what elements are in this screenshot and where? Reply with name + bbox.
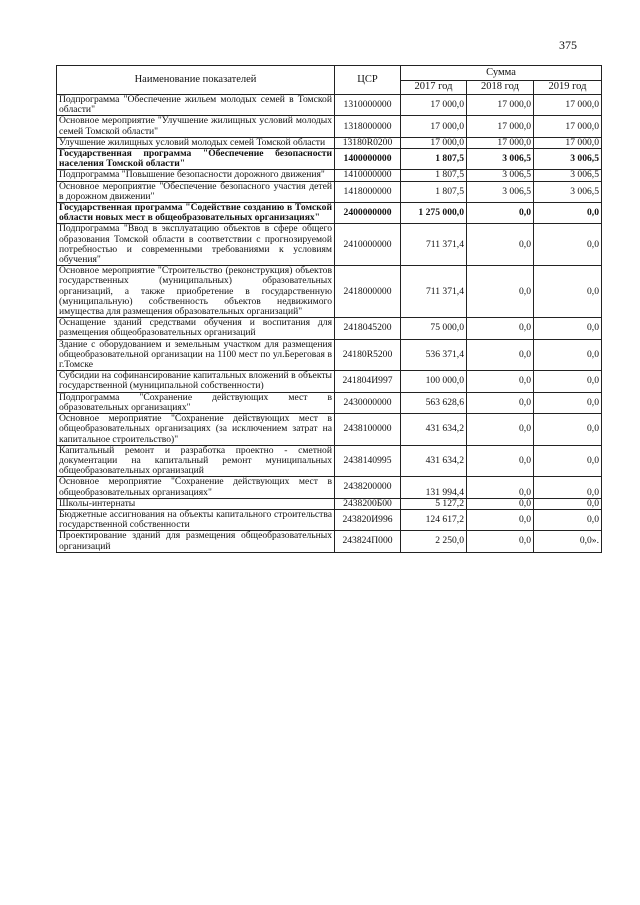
row-name-cell: Подпрограмма "Ввод в эксплуатацию объектов в сфере общего образования Томской области в соответствии с прогнозируемой потребностью и современными требованиями к условиям обучения" bbox=[57, 224, 335, 266]
row-name-cell: Улучшение жилищных условий молодых семей Томской области bbox=[57, 137, 335, 148]
header-year-2017: 2017 год bbox=[401, 80, 467, 95]
row-code-cell: 1318000000 bbox=[335, 116, 401, 137]
row-value-2017: 17 000,0 bbox=[401, 95, 467, 116]
table-body bbox=[57, 95, 602, 553]
row-value-2019: 0,0 bbox=[534, 414, 602, 446]
table-row bbox=[57, 498, 602, 509]
row-value-2017: 100 000,0 bbox=[401, 371, 467, 392]
row-value-2017: 124 617,2 bbox=[401, 509, 467, 530]
header-year-2018: 2018 год bbox=[467, 80, 534, 95]
row-value-2019: 17 000,0 bbox=[534, 137, 602, 148]
table-row bbox=[57, 445, 602, 477]
row-value-2019: 0,0». bbox=[534, 531, 602, 552]
table-row bbox=[57, 509, 602, 530]
row-name-cell: Государственная программа "Обеспечение безопасности населения Томской области" bbox=[57, 149, 335, 170]
table-row bbox=[57, 371, 602, 392]
row-code-cell: 1418000000 bbox=[335, 181, 401, 202]
row-value-2017: 75 000,0 bbox=[401, 318, 467, 339]
row-code-cell: 243820И996 bbox=[335, 509, 401, 530]
row-code-cell: 1400000000 bbox=[335, 149, 401, 170]
table-row bbox=[57, 149, 602, 170]
row-code-cell: 1410000000 bbox=[335, 170, 401, 181]
row-value-2017: 1 807,5 bbox=[401, 170, 467, 181]
row-code-cell: 2418045200 bbox=[335, 318, 401, 339]
header-sum: Сумма bbox=[401, 66, 602, 81]
row-value-2019: 0,0 bbox=[534, 318, 602, 339]
row-code-cell: 241804И997 bbox=[335, 371, 401, 392]
row-code-cell: 2438100000 bbox=[335, 414, 401, 446]
row-value-2018: 17 000,0 bbox=[467, 116, 534, 137]
row-value-2019: 0,0 bbox=[534, 392, 602, 413]
row-value-2019: 3 006,5 bbox=[534, 149, 602, 170]
row-name-cell: Здание с оборудованием и земельным участком для размещения общеобразовательной организации на 1100 мест по ул.Береговая в г.Томске bbox=[57, 339, 335, 371]
row-value-2018: 0,0 bbox=[467, 509, 534, 530]
row-name-cell: Основное мероприятие "Улучшение жилищных условий молодых семей Томской области" bbox=[57, 116, 335, 137]
row-name-cell: Подпрограмма "Повышение безопасности дорожного движения" bbox=[57, 170, 335, 181]
row-name-cell: Основное мероприятие "Сохранение действующих мест в общеобразовательных организациях" bbox=[57, 477, 335, 498]
header-name: Наименование показателей bbox=[57, 66, 335, 95]
row-value-2018: 0,0 bbox=[467, 318, 534, 339]
row-code-cell: 2438200Б00 bbox=[335, 498, 401, 509]
row-value-2017: 2 250,0 bbox=[401, 531, 467, 552]
row-value-2018: 0,0 bbox=[467, 531, 534, 552]
row-value-2019: 0,0 bbox=[534, 339, 602, 371]
row-value-2018: 0,0 bbox=[467, 339, 534, 371]
row-value-2017: 536 371,4 bbox=[401, 339, 467, 371]
row-value-2018: 0,0 bbox=[467, 445, 534, 477]
table-row bbox=[57, 116, 602, 137]
table-row bbox=[57, 137, 602, 148]
row-code-cell: 2410000000 bbox=[335, 224, 401, 266]
row-code-cell: 13180R0200 bbox=[335, 137, 401, 148]
table-row bbox=[57, 181, 602, 202]
row-value-2018: 17 000,0 bbox=[467, 95, 534, 116]
row-value-2017: 1 275 000,0 bbox=[401, 203, 467, 224]
page-number: 375 bbox=[559, 38, 577, 52]
table-row bbox=[57, 95, 602, 116]
row-value-2018: 0,0 bbox=[467, 477, 534, 498]
table-row bbox=[57, 477, 602, 498]
row-name-cell: Подпрограмма "Обеспечение жильем молодых семей в Томской области" bbox=[57, 95, 335, 116]
row-code-cell: 2438200000 bbox=[335, 477, 401, 498]
row-value-2017: 131 994,4 bbox=[401, 477, 467, 498]
table-row bbox=[57, 414, 602, 446]
row-name-cell: Бюджетные ассигнования на объекты капитального строительства государственной собственности bbox=[57, 509, 335, 530]
row-value-2017: 5 127,2 bbox=[401, 498, 467, 509]
row-value-2018: 0,0 bbox=[467, 224, 534, 266]
row-value-2017: 563 628,6 bbox=[401, 392, 467, 413]
row-value-2019: 17 000,0 bbox=[534, 116, 602, 137]
row-name-cell: Школы-интернаты bbox=[57, 498, 335, 509]
row-value-2017: 17 000,0 bbox=[401, 137, 467, 148]
table-row bbox=[57, 392, 602, 413]
row-code-cell: 2418000000 bbox=[335, 266, 401, 318]
budget-table bbox=[56, 65, 602, 553]
header-year-2019: 2019 год bbox=[534, 80, 602, 95]
row-value-2019: 0,0 bbox=[534, 477, 602, 498]
row-value-2018: 17 000,0 bbox=[467, 137, 534, 148]
row-value-2018: 0,0 bbox=[467, 392, 534, 413]
row-value-2019: 0,0 bbox=[534, 224, 602, 266]
row-code-cell: 2438140995 bbox=[335, 445, 401, 477]
row-value-2017: 431 634,2 bbox=[401, 414, 467, 446]
row-name-cell: Проектирование зданий для размещения общеобразовательных организаций bbox=[57, 531, 335, 552]
row-value-2019: 0,0 bbox=[534, 266, 602, 318]
table-row bbox=[57, 531, 602, 552]
header-code: ЦСР bbox=[335, 66, 401, 95]
row-value-2018: 3 006,5 bbox=[467, 181, 534, 202]
row-value-2018: 3 006,5 bbox=[467, 170, 534, 181]
row-name-cell: Государственная программа "Содействие созданию в Томской области новых мест в общеобразовательных организациях" bbox=[57, 203, 335, 224]
table-row bbox=[57, 266, 602, 318]
row-name-cell: Оснащение зданий средствами обучения и воспитания для размещения общеобразовательных организаций bbox=[57, 318, 335, 339]
table-row bbox=[57, 339, 602, 371]
row-value-2018: 0,0 bbox=[467, 371, 534, 392]
row-value-2019: 0,0 bbox=[534, 371, 602, 392]
table-row bbox=[57, 203, 602, 224]
row-value-2019: 3 006,5 bbox=[534, 181, 602, 202]
row-value-2017: 1 807,5 bbox=[401, 181, 467, 202]
row-value-2018: 0,0 bbox=[467, 498, 534, 509]
row-value-2018: 0,0 bbox=[467, 266, 534, 318]
row-code-cell: 24180R5200 bbox=[335, 339, 401, 371]
row-code-cell: 1310000000 bbox=[335, 95, 401, 116]
row-value-2017: 711 371,4 bbox=[401, 266, 467, 318]
row-value-2019: 17 000,0 bbox=[534, 95, 602, 116]
row-value-2018: 0,0 bbox=[467, 203, 534, 224]
table-row bbox=[57, 318, 602, 339]
row-value-2019: 0,0 bbox=[534, 203, 602, 224]
row-value-2017: 711 371,4 bbox=[401, 224, 467, 266]
row-name-cell: Подпрограмма "Сохранение действующих мест в образовательных организациях" bbox=[57, 392, 335, 413]
row-name-cell: Капитальный ремонт и разработка проектно - сметной документации на капитальный ремонт муниципальных общеобразовательных организаций bbox=[57, 445, 335, 477]
table-row bbox=[57, 170, 602, 181]
row-name-cell: Основное мероприятие "Обеспечение безопасного участия детей в дорожном движении" bbox=[57, 181, 335, 202]
row-value-2019: 0,0 bbox=[534, 445, 602, 477]
table-row bbox=[57, 224, 602, 266]
row-value-2019: 3 006,5 bbox=[534, 170, 602, 181]
row-name-cell: Основное мероприятие "Строительство (реконструкция) объектов государственных (муниципальных) образовательных организаций, а также приобретение в государственную (муниципальную) собственность объектов недвижимого имущества для размещения образовательных организаций" bbox=[57, 266, 335, 318]
row-code-cell: 2400000000 bbox=[335, 203, 401, 224]
row-value-2017: 17 000,0 bbox=[401, 116, 467, 137]
row-value-2019: 0,0 bbox=[534, 498, 602, 509]
row-value-2018: 0,0 bbox=[467, 414, 534, 446]
row-code-cell: 243824П000 bbox=[335, 531, 401, 552]
row-value-2018: 3 006,5 bbox=[467, 149, 534, 170]
row-value-2017: 1 807,5 bbox=[401, 149, 467, 170]
row-name-cell: Основное мероприятие "Сохранение действующих мест в общеобразовательных организациях (за исключением затрат на капитальное строительство)" bbox=[57, 414, 335, 446]
row-name-cell: Субсидии на софинансирование капитальных вложений в объекты государственной (муниципальной собственности) bbox=[57, 371, 335, 392]
row-value-2017: 431 634,2 bbox=[401, 445, 467, 477]
row-code-cell: 2430000000 bbox=[335, 392, 401, 413]
row-value-2019: 0,0 bbox=[534, 509, 602, 530]
